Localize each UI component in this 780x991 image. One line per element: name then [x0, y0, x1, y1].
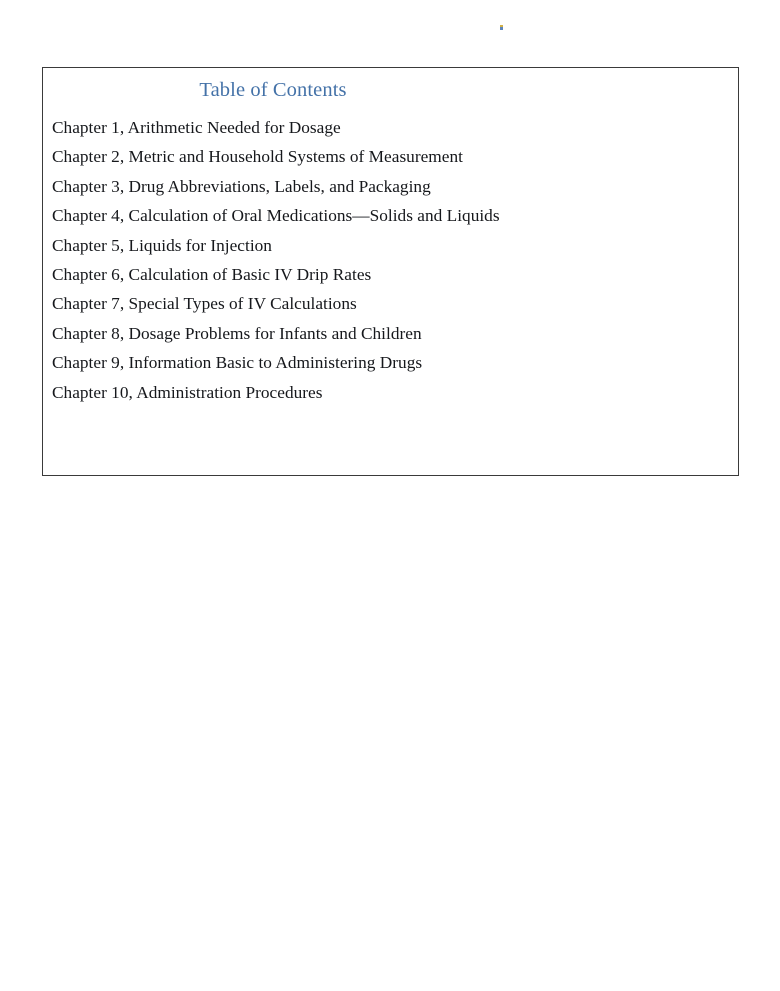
list-item[interactable]: Chapter 1, Arithmetic Needed for Dosage	[52, 118, 341, 137]
list-item[interactable]: Chapter 4, Calculation of Oral Medications—Solids and Liquids	[52, 206, 500, 226]
list-item[interactable]: Chapter 5, Liquids for Injection	[52, 235, 272, 255]
list-item[interactable]: Chapter 3, Drug Abbreviations, Labels, and Packaging	[52, 176, 431, 196]
page-title: Table of Contents	[199, 79, 347, 101]
list-item[interactable]: Chapter 6, Calculation of Basic IV Drip Rates	[52, 265, 372, 285]
list-item[interactable]: Chapter 10, Administration Procedures	[52, 382, 323, 402]
list-item[interactable]: Chapter 8, Dosage Problems for Infants and Children	[52, 323, 422, 343]
list-item[interactable]: Chapter 7, Special Types of IV Calculations	[52, 294, 357, 314]
page-artifact-mark	[500, 25, 503, 30]
list-item[interactable]: Chapter 9, Information Basic to Administering Drugs	[52, 353, 423, 373]
table-of-contents-frame	[42, 67, 739, 476]
table-of-contents-list	[52, 113, 732, 407]
list-item[interactable]: Chapter 2, Metric and Household Systems of Measurement	[52, 147, 463, 167]
